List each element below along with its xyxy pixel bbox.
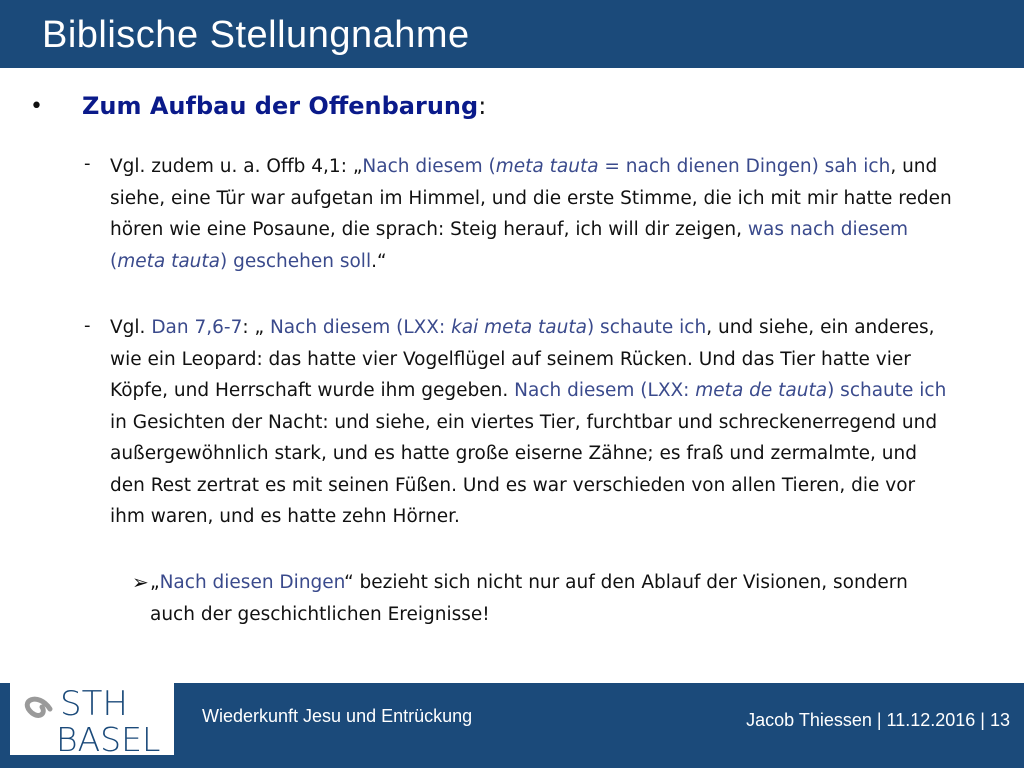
footer-author-date-page: Jacob Thiessen | 11.12.2016 | 13 <box>746 710 1010 730</box>
greek-term: meta tauta <box>117 250 220 272</box>
text-line <box>110 470 1010 502</box>
text-segment: ihm waren, und es hatte zehn Hörner. <box>110 506 460 527</box>
text-segment: “ bezieht sich nicht nur auf den Ablauf der Visionen, sondern <box>344 572 908 593</box>
spiral-icon <box>27 699 50 715</box>
text-segment: hören wie eine Posaune, die sprach: Steig herauf, ich will dir zeigen, <box>110 219 748 240</box>
footer-topic: Wiederkunft Jesu und Entrückung <box>202 706 473 726</box>
text-segment: Köpfe, und Herrschaft wurde ihm gegeben. <box>110 380 515 401</box>
greek-term: meta de tauta <box>695 380 828 401</box>
dan-quote-paragraph <box>110 312 1010 533</box>
dash-bullet-icon: - <box>84 315 91 336</box>
text-line <box>110 214 1010 246</box>
text-line <box>110 183 1010 215</box>
text-segment: „ <box>150 572 160 593</box>
text-line <box>110 501 1010 533</box>
text-segment: Vgl. zudem u. a. Offb 4,1: „ <box>110 156 363 177</box>
text-line <box>150 567 1010 599</box>
arrow-bullet-icon: ➢ <box>132 570 149 594</box>
heading-text: Zum Aufbau der Offenbarung <box>82 92 479 120</box>
heading-colon: : <box>478 92 487 120</box>
text-line <box>110 375 1010 407</box>
highlight-segment: ) schaute ich <box>827 380 947 401</box>
text-segment: den Rest zertrat es mit seinen Füßen. Und es war verschieden von allen Tieren, die vor <box>110 474 916 496</box>
highlight-segment: Nach diesem (LXX: <box>269 317 452 338</box>
dash-bullet-icon: - <box>84 153 91 174</box>
offb-quote-paragraph <box>110 151 1010 277</box>
text-segment: wie ein Leopard: das hatte vier Vogelflügel auf seinem Rücken. Und das Tier hatte vier <box>110 348 911 370</box>
highlight-segment: was nach diesem <box>747 219 909 240</box>
slide-title: Biblische Stellungnahme <box>42 14 470 56</box>
highlight-segment: Nach diesen Dingen <box>159 572 345 593</box>
text-line <box>110 312 1010 344</box>
text-line <box>150 599 1010 631</box>
text-segment: Vgl. <box>110 317 152 338</box>
logo-top-text: STH <box>60 684 128 724</box>
text-line <box>110 407 1010 439</box>
text-segment: auch der geschichtlichen Ereignisse! <box>150 603 490 625</box>
text-line <box>110 151 1010 183</box>
text-segment: außergewöhnlich stark, und es hatte große eiserne Zähne; es fraß und zermalmte, und <box>110 443 917 464</box>
reference-link: Dan 7,6-7 <box>151 317 243 338</box>
highlight-segment: = nach dienen Dingen) sah ich <box>598 156 891 177</box>
text-segment: .“ <box>371 250 387 272</box>
sth-basel-logo <box>10 683 174 755</box>
text-segment: , und <box>890 156 938 177</box>
greek-term: meta tauta <box>495 156 599 177</box>
text-segment: siehe, eine Tür war aufgetan im Himmel, und die erste Stimme, die ich mit mir hatte reden <box>110 187 952 209</box>
highlight-segment: ) geschehen soll <box>220 250 372 272</box>
text-segment: in Gesichten der Nacht: und siehe, ein viertes Tier, furchtbar und schreckenerregend und <box>110 411 938 433</box>
highlight-segment: Nach diesem ( <box>362 156 496 177</box>
text-segment: , und siehe, ein anderes, <box>706 317 935 338</box>
highlight-segment: Nach diesem (LXX: <box>514 380 696 401</box>
highlight-segment: ) schaute ich <box>586 317 707 338</box>
text-segment: : „ <box>242 317 270 338</box>
logo-graphic <box>10 683 174 755</box>
bullet-icon: • <box>30 94 43 119</box>
text-line <box>110 344 1010 376</box>
highlight-segment: ( <box>110 250 118 272</box>
logo-bottom-text: BASEL <box>56 720 161 755</box>
text-line <box>110 246 1010 278</box>
section-heading <box>82 92 486 120</box>
greek-term: kai meta tauta <box>451 317 587 338</box>
conclusion-paragraph <box>150 567 1010 630</box>
text-line <box>110 438 1010 470</box>
